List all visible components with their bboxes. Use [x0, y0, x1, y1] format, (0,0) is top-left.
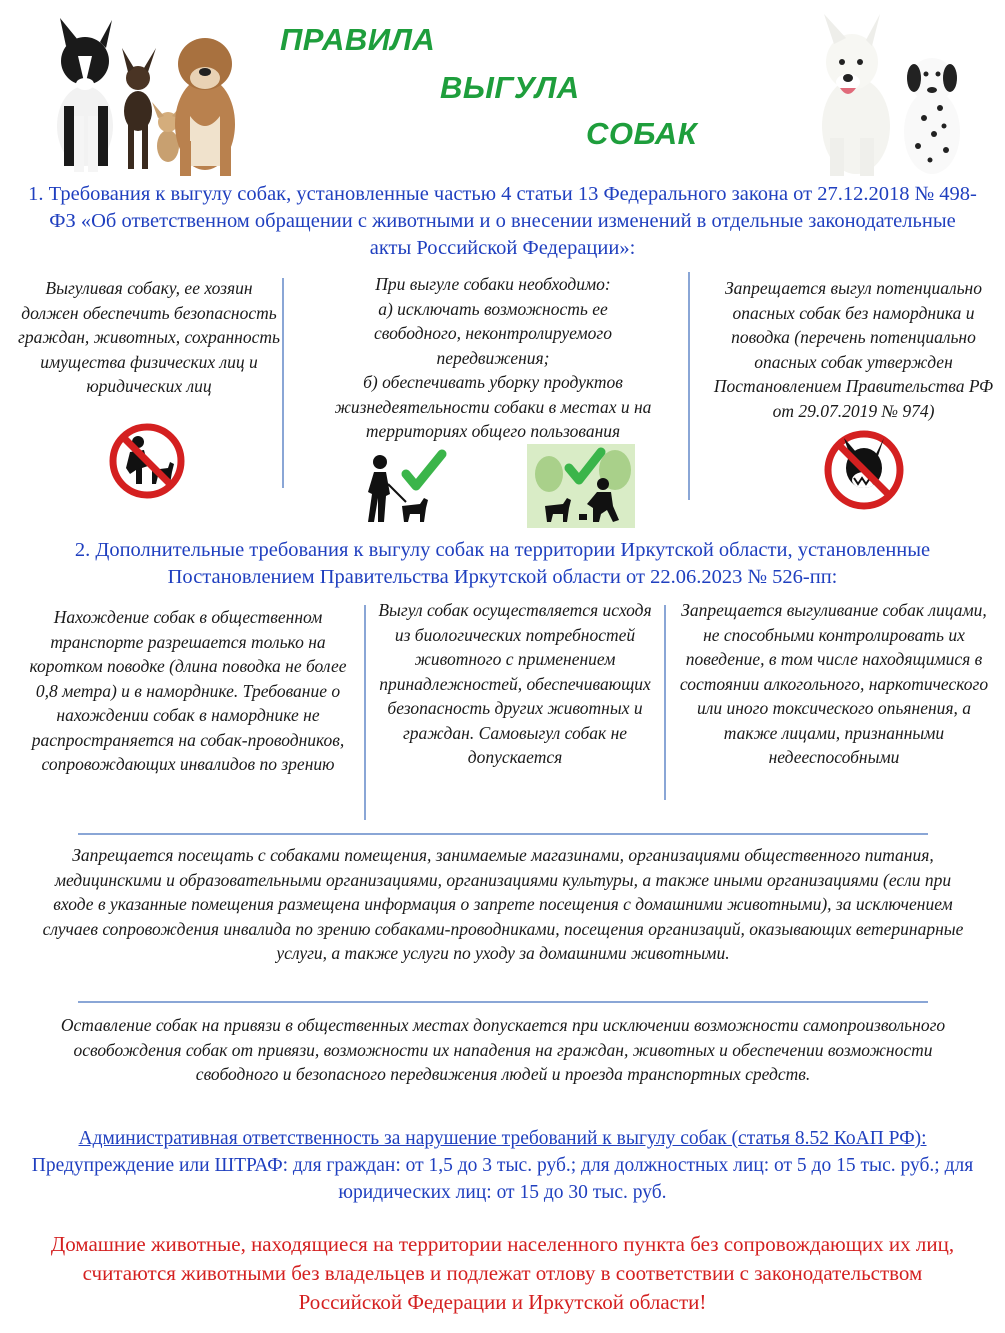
liability-block [0, 1125, 1005, 1206]
divider [664, 605, 666, 800]
section2-col1: Нахождение собак в общественном транспорте разрешается только на коротком поводке (длина поводка не более 0,8 метра) и в наморднике. Требование о нахождении собак в наморднике не распространяется на собак-проводников, сопровождающих инвалидов по зрению [29, 607, 347, 774]
section2-heading: 2. Дополнительные требования к выгулу собак на территории Иркутской области, установленные Постановлением Правительства Иркутской области от 22.06.2023 № 526-пп: [74, 539, 931, 588]
divider [78, 833, 928, 835]
title-word-dogs: СОБАК [586, 116, 698, 151]
dogs-group-image [40, 6, 240, 178]
title-word-rules: ПРАВИЛА [280, 22, 436, 57]
divider [282, 278, 284, 488]
section2-col3: Запрещается выгуливание собак лицами, не способными контролировать их поведение, в том числе находящимися в состоянии алкогольного, наркотического или иного токсического опьянения, а также лицами, признанными недееспособными [679, 600, 989, 767]
section1-col3: Запрещается выгул потенциально опасных собак без намордника и поводка (перечень потенциально опасных собак утвержден Постановлением Правительства РФ от 29.07.2019 № 974) [713, 278, 994, 421]
warning-text: Домашние животные, находящиеся на территории населенного пункта без сопровождающих их лиц, считаются животными без владельцев и подлежат отлову в соответствии с законодательством Российской Федерации и Иркутской области! [50, 1232, 955, 1314]
premises-paragraph: Запрещается посещать с собаками помещения, занимаемые магазинами, организациями общественного питания, медицинскими и образовательными организациями, организациями культуры, а также иными организациями (если при входе в указанные помещения размещена информация о запрете посещения с домашними животными), за исключением случаев сопровождения инвалида по зрению собаками-проводниками, посещения организаций, оказывающих ветеринарные услуги, а также услуги по уходу за домашними животными. [42, 845, 964, 963]
title-word-walking: ВЫГУЛА [440, 70, 580, 105]
white-dog-dalmatian-image [800, 8, 976, 180]
walk-on-leash-icon [344, 444, 450, 528]
liability-title: Административная ответственность за нарушение требований к выгулу собак (статья 8.52 КоАП РФ): [78, 1128, 927, 1149]
section1-col2-intro: При выгуле собаки необходимо: [375, 274, 611, 294]
divider [364, 605, 366, 820]
liability-text: Предупреждение или ШТРАФ: для граждан: от 1,5 до 3 тыс. руб.; для должностных лиц: от 5 до 15 тыс. руб.; для юридических лиц: от 15 до 30 тыс. руб. [31, 1155, 974, 1203]
clean-up-after-dog-icon [527, 444, 635, 528]
section1-col1: Выгуливая собаку, ее хозяин должен обеспечить безопасность граждан, животных, сохранность имущества физических лиц и юридических лиц [18, 278, 280, 396]
no-dangerous-dog-icon [822, 428, 906, 512]
tethering-paragraph: Оставление собак на привязи в общественных местах допускается при исключении возможности самопроизвольного освобождения собак от привязи, возможности их нападения на граждан, животных и обеспечении возможности свободного и безопасного передвижения людей и проезда транспортных средств. [60, 1015, 946, 1084]
divider [78, 1001, 928, 1003]
section2-col2: Выгул собак осуществляется исходя из биологических потребностей животного с применением принадлежностей, обеспечивающих безопасность других животных и граждан. Самовыгул собак не допускается [378, 600, 652, 767]
section1-col2-item-a: а) исключать возможность ее свободного, неконтролируемого передвижения; [374, 298, 612, 368]
section1-heading: 1. Требования к выгулу собак, установленные частью 4 статьи 13 Федерального закона от 27.12.2018 № 498-ФЗ «Об ответственном обращении с животными и о внесении изменений в отдельные законодательные акты Российской Федерации»: [28, 183, 977, 259]
section1-col2-item-b: б) обеспечивать уборку продуктов жизнедеятельности собаки в местах и на территориях общего пользования [334, 372, 652, 441]
section1-col2 [296, 272, 690, 444]
no-dog-walking-icon [108, 422, 186, 500]
divider [688, 272, 690, 500]
